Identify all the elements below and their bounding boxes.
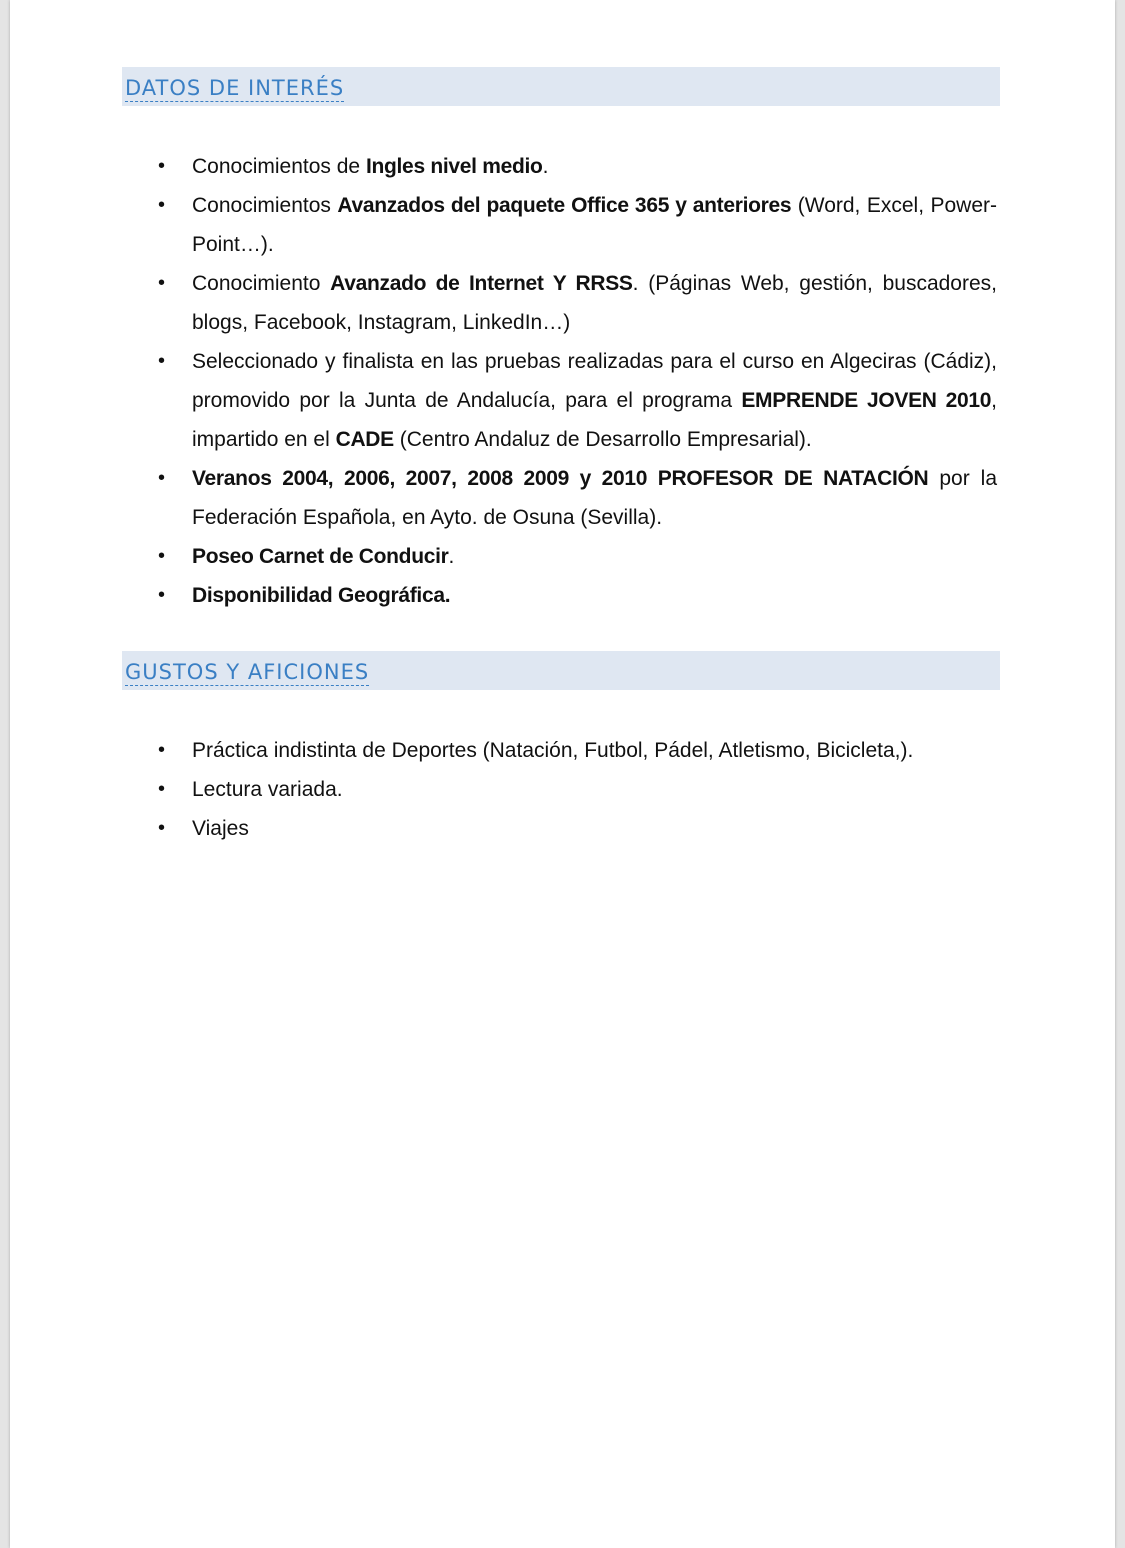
datos-list bbox=[10, 147, 1115, 615]
section-header-datos-de-interes bbox=[122, 67, 1000, 106]
section-header-gustos-y-aficiones bbox=[122, 651, 1000, 690]
list-item: • Poseo Carnet de Conducir. bbox=[10, 537, 997, 576]
list-item: • Práctica indistinta de Deportes (Natación, Futbol, Pádel, Atletismo, Bicicleta,). bbox=[10, 731, 997, 770]
list-item: • Conocimiento Avanzado de Internet Y RRSS. (Páginas Web, gestión, buscadores, blogs, Facebook, Instagram, LinkedIn…) bbox=[10, 264, 997, 342]
section-title: GUSTOS Y AFICIONES bbox=[125, 660, 370, 684]
gustos-list bbox=[10, 731, 1115, 848]
bullet-icon: • bbox=[158, 272, 166, 294]
list-item: • Viajes bbox=[10, 809, 997, 848]
list-item: • Lectura variada. bbox=[10, 770, 997, 809]
list-item: • Conocimientos Avanzados del paquete Office 365 y anteriores (Word, Excel, Power-Point…). bbox=[10, 186, 997, 264]
bullet-icon: • bbox=[158, 350, 166, 372]
bullet-icon: • bbox=[158, 584, 166, 606]
bullet-icon: • bbox=[158, 817, 166, 839]
section-title: DATOS DE INTERÉS bbox=[125, 76, 345, 100]
list-item: • Veranos 2004, 2006, 2007, 2008 2009 y 2010 PROFESOR DE NATACIÓN por la Federación Española, en Ayto. de Osuna (Sevilla). bbox=[10, 459, 997, 537]
bullet-icon: • bbox=[158, 194, 166, 216]
list-item: • Seleccionado y finalista en las pruebas realizadas para el curso en Algeciras (Cádiz), promovido por la Junta de Andalucía, para el programa EMPRENDE JOVEN 2010, impartido en el CADE (Centro Andaluz de Desarrollo Empresarial). bbox=[10, 342, 997, 459]
bullet-icon: • bbox=[158, 545, 166, 567]
document-page bbox=[10, 0, 1115, 1548]
bullet-icon: • bbox=[158, 739, 166, 761]
list-item: • Conocimientos de Ingles nivel medio. bbox=[10, 147, 997, 186]
bullet-icon: • bbox=[158, 155, 166, 177]
list-item: • Disponibilidad Geográfica. bbox=[10, 576, 997, 615]
bullet-icon: • bbox=[158, 467, 166, 489]
bullet-icon: • bbox=[158, 778, 166, 800]
